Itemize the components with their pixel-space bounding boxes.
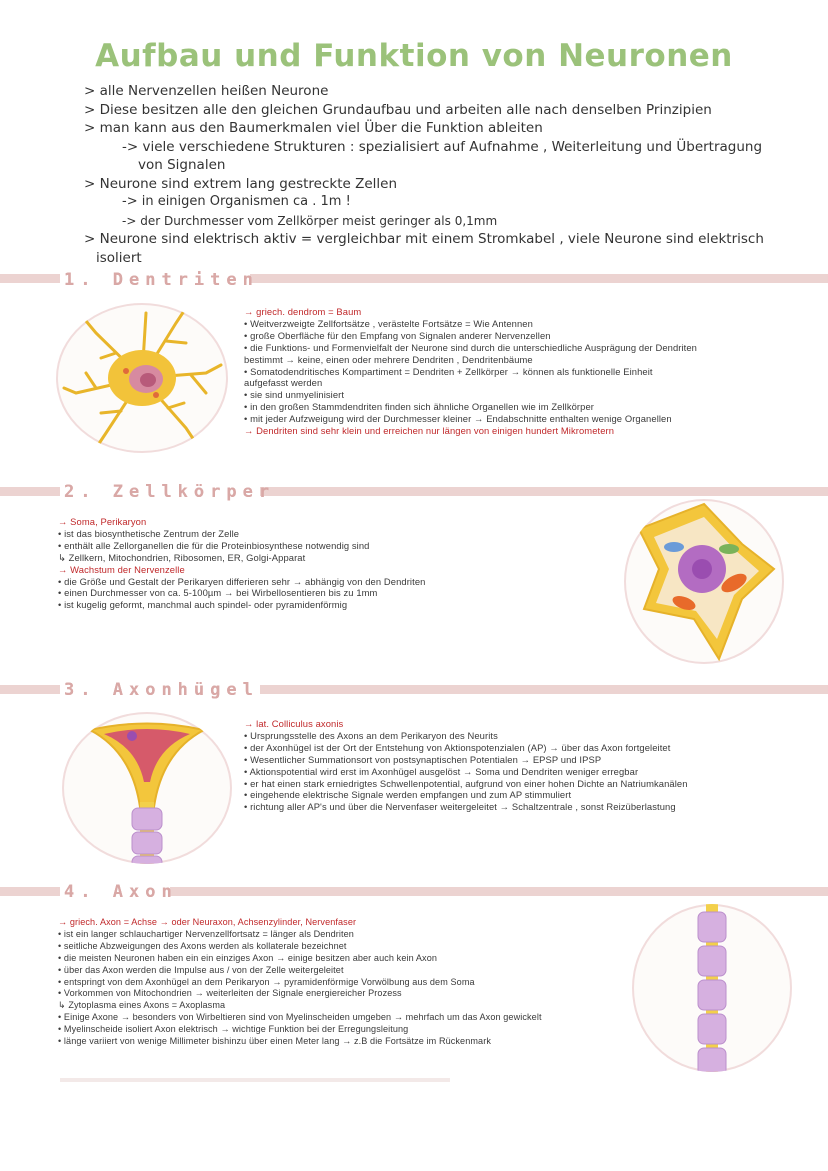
note-line: • Vorkommen von Mitochondrien → weiterleiten der Signale energiereicher Prozess [58,988,402,999]
intro-line: -> viele verschiedene Strukturen : spezialisiert auf Aufnahme , Weiterleitung und Übertragung [122,138,763,155]
section-heading-zellkoerper [64,482,275,502]
section-number: 3. [64,680,97,700]
note-line: • in den großen Stammdendriten finden sich ähnliche Organellen wie im Zellkörper [244,401,594,413]
section-title: Dentriten [112,270,259,290]
note-line: → Dendriten sind sehr klein und erreichen nur längen von einigen hundert Mikrometern [244,425,615,437]
note-line: • die meisten Neuronen haben ein ein einziges Axon → einige besitzen aber auch kein Axon [58,952,438,963]
section-heading-dendriten [64,270,259,290]
section-title: Zellkörper [112,482,276,502]
axon-illustration [632,904,792,1072]
note-line: • richtung aller AP's und über die Nervenfaser weitergeleitet → Schaltzentrale , sonst Reizüberlastung [244,801,676,813]
axon-notes [58,917,542,1048]
note-line: → griech. Axon = Achse → oder Neuraxon, Achsenzylinder, Nervenfaser [58,917,357,927]
note-line: → lat. Colliculus axonis [244,718,344,729]
note-line: • eingehende elektrische Signale werden empfangen und zum AP stimmuliert [244,789,572,801]
note-line: • große Oberfläche für den Empfang von Signalen anderer Nervenzellen [244,329,551,341]
section-title: Axonhügel [112,680,259,700]
note-line: • Wesentlicher Summationsort von postsynaptischen Potentialen → EPSP und IPSP [244,753,602,765]
intro-line: > Neurone sind elektrisch aktiv = vergleichbar mit einem Stromkabel , viele Neurone sind elektrisch [84,231,764,247]
note-line: • Weitverzweigte Zellfortsätze , verästelte Fortsätze = Wie Antennen [244,317,533,329]
note-line: • über das Axon werden die Impulse aus / von der Zelle weitergeleitet [58,964,344,975]
note-line: • die Größe und Gestalt der Perikaryen differieren sehr → abhängig von den Dendriten [58,575,426,587]
note-line: • mit jeder Aufzweigung wird der Durchmesser kleiner → Endabschnitte enthalten wenige Organellen [244,413,672,425]
intro-line: > alle Nervenzellen heißen Neurone [84,83,329,99]
page-title: Aufbau und Funktion von Neuronen [95,38,733,74]
note-line: • länge variiert von wenige Millimeter bishinzu über einen Meter lang → z.B die Fortsätze im Rückenmark [58,1036,491,1047]
note-line: aufgefasst werden [244,377,323,389]
soma-illustration [624,499,784,664]
note-line: • Somatodendritisches Kompartiment = Dendriten + Zellkörper → können als funktionelle Einheit [244,365,653,377]
note-line: • er hat einen stark erniedrigtes Schwellenpotential, aufgrund von einer hohen Dichte an Natriumkanälen [244,777,688,789]
intro-list [84,82,784,267]
note-line: • einen Durchmesser von ca. 5-100µm → bei Wirbellosentieren bis zu 1mm [58,587,378,599]
note-line: → Wachstum der Nervenzelle [58,563,185,575]
footer-divider [60,1078,450,1082]
zellkoerper-notes [58,516,425,611]
note-line: • ist kugelig geformt, manchmal auch spindel- oder pyramidenförmig [58,599,348,611]
note-line: • Einige Axone → besonders von Wirbeltieren sind von Myelinscheiden umgeben → mehrfach um das Axon gewickelt [58,1012,542,1023]
section-heading-axon [64,882,178,902]
note-line: • Myelinscheide isoliert Axon elektrisch → wichtige Funktion bei der Erregungsleitung [58,1024,409,1035]
axon-hillock-illustration [62,712,232,864]
note-line: • seitliche Abzweigungen des Axons werden als kollaterale bezeichnet [58,940,347,951]
intro-line: > man kann aus den Baumerkmalen viel Über die Funktion ableiten [84,120,543,136]
note-line: • die Funktions- und Formenvielfalt der Neurone sind durch die unterschiedliche Ausprägung der Dendriten [244,341,697,353]
dendrite-illustration [56,303,228,453]
intro-line: > Diese besitzen alle den gleichen Grundaufbau und arbeiten alle nach denselben Prinzipien [84,101,712,118]
note-line: ↳ Zellkern, Mitochondrien, Ribosomen, ER, Golgi-Apparat [58,551,306,563]
section-number: 4. [64,882,97,902]
note-line: • ist ein langer schlauchartiger Nervenzellfortsatz = länger als Dendriten [58,928,354,939]
intro-line: isoliert [96,249,142,266]
note-line: bestimmt → keine, einen oder mehrere Dendriten , Dendritenbäume [244,353,533,365]
note-line: • ist das biosynthetische Zentrum der Zelle [58,527,240,539]
intro-line: -> in einigen Organismen ca . 1m ! [122,194,351,209]
note-line: • entspringt von dem Axonhügel an dem Perikaryon → pyramidenförmige Vorwölbung aus dem Soma [58,976,475,987]
section-title: Axon [112,882,178,902]
intro-line: > Neurone sind extrem lang gestreckte Zellen [84,175,398,192]
note-line: • der Axonhügel ist der Ort der Entstehung von Aktionspotenzialen (AP) → über das Axon fortgeleitet [244,741,671,753]
section-number: 1. [64,270,97,290]
dendriten-notes [244,306,697,437]
note-line: • Aktionspotential wird erst im Axonhügel ausgelöst → Soma und Dendriten weniger erregbar [244,765,639,777]
intro-line: -> der Durchmesser vom Zellkörper meist geringer als 0,1mm [122,213,498,228]
intro-line: von Signalen [138,157,226,173]
note-line: → griech. dendrom = Baum [244,306,362,317]
note-line: • enthält alle Zellorganellen die für die Proteinbiosynthese notwendig sind [58,539,370,551]
axonhuegel-notes [244,718,688,813]
section-heading-axonhuegel [64,680,259,700]
note-line: • Ursprungsstelle des Axons an dem Perikaryon des Neurits [244,729,498,741]
section-number: 2. [64,482,97,502]
note-line: ↳ Zytoplasma eines Axons = Axoplasma [58,1000,226,1011]
note-line: • sie sind unmyelinisiert [244,389,345,401]
note-line: → Soma, Perikaryon [58,516,147,527]
